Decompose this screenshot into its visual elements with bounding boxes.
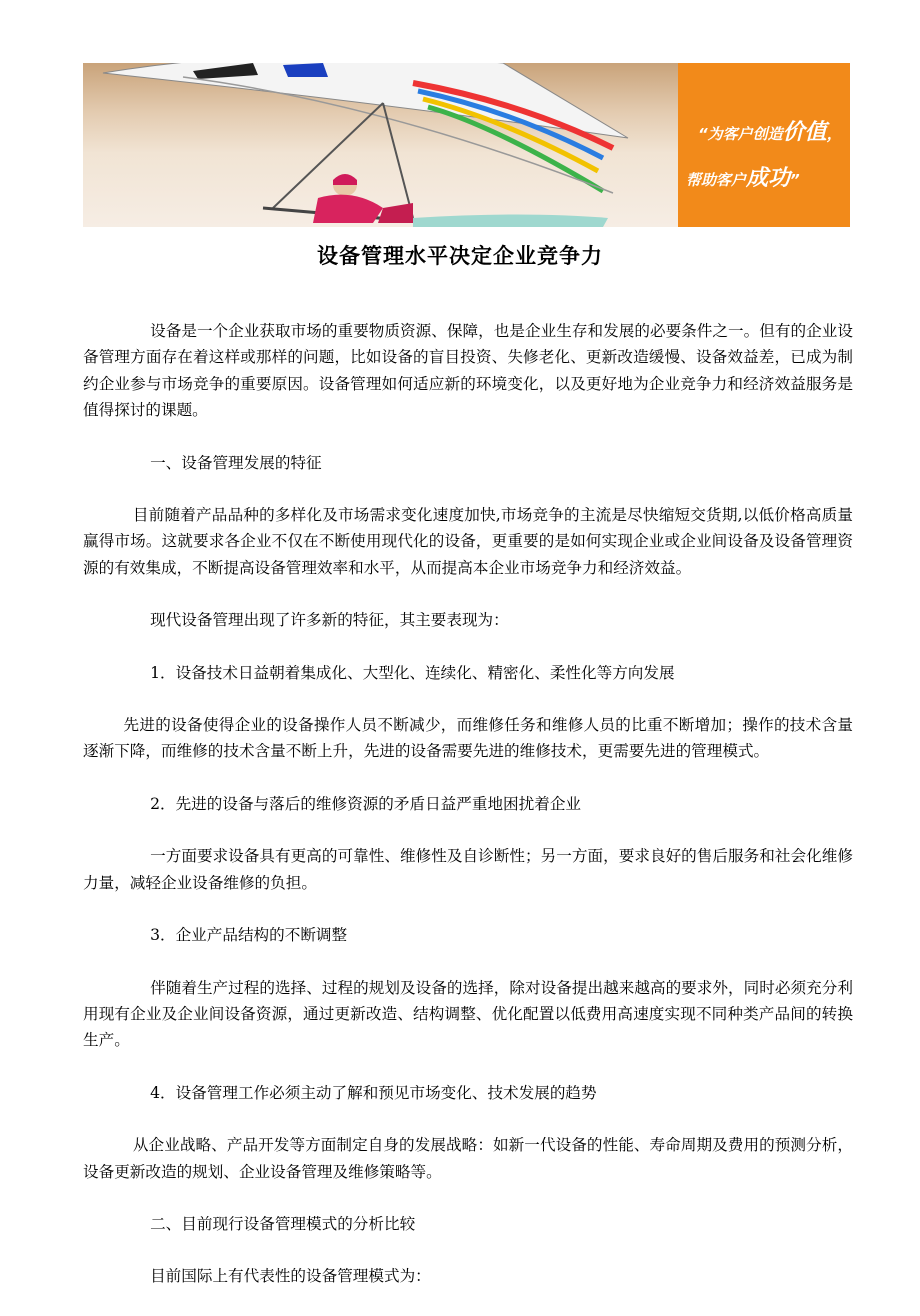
slogan-line-2 [686, 161, 800, 192]
subsection-heading: 2．先进的设备与落后的维修资源的矛盾日益严重地困扰着企业 [150, 794, 582, 813]
slogan-text: ” [790, 171, 800, 189]
slogan-panel [678, 63, 850, 227]
document-title: 设备管理水平决定企业竞争力 [317, 244, 603, 268]
header-banner [83, 63, 850, 227]
paragraph: 一方面要求设备具有更高的可靠性、维修性及自诊断性；另一方面，要求良好的售后服务和社会化维修力量，减轻企业设备维修的负担。 [83, 847, 853, 892]
slogan-text: “为客户创造 [698, 125, 783, 143]
subsection-heading: 3．企业产品结构的不断调整 [150, 926, 348, 945]
paragraph: 现代设备管理出现了许多新的特征，其主要表现为： [150, 611, 509, 630]
slogan-text: ， [826, 125, 842, 143]
subsection-heading: 4．设备管理工作必须主动了解和预见市场变化、技术发展的趋势 [150, 1083, 597, 1102]
slogan-emphasis: 价值 [782, 120, 827, 145]
document-body [83, 318, 853, 1316]
slogan-emphasis: 成功 [746, 166, 791, 191]
slogan-text: 帮助客户 [686, 171, 747, 189]
subsection-heading: 1．设备技术日益朝着集成化、大型化、连续化、精密化、柔性化等方向发展 [150, 663, 675, 682]
section-heading: 一、设备管理发展的特征 [150, 453, 322, 472]
hang-glider-photo [83, 63, 678, 227]
paragraph: 伴随着生产过程的选择、过程的规划及设备的选择，除对设备提出越来越高的要求外，同时必须充分利用现有企业及企业间设备资源，通过更新改造、结构调整、优化配置以低费用高速度实现不同种类产品间的转换生产。 [83, 978, 853, 1050]
section-heading: 二、目前现行设备管理模式的分析比较 [150, 1214, 416, 1233]
paragraph: 从企业战略、产品开发等方面制定自身的发展战略：如新一代设备的性能、寿命周期及费用的预测分析，设备更新改造的规划、企业设备管理及维修策略等。 [83, 1136, 853, 1181]
paragraph: 设备是一个企业获取市场的重要物质资源、保障，也是企业生存和发展的必要条件之一。但有的企业设备管理方面存在着这样或那样的问题，比如设备的盲目投资、失修老化、更新改造缓慢、设备效益差，已成为制约企业参与市场竞争的重要原因。设备管理如何适应新的环境变化，以及更好地为企业竞争力和经济效益服务是值得探讨的课题。 [83, 322, 853, 420]
slogan-line-1 [698, 115, 842, 146]
paragraph: 先进的设备使得企业的设备操作人员不断减少，而维修任务和维修人员的比重不断增加；操作的技术含量逐渐下降，而维修的技术含量不断上升，先进的设备需要先进的维修技术，更需要先进的管理模式。 [83, 716, 853, 761]
paragraph: 目前国际上有代表性的设备管理模式为： [150, 1267, 431, 1286]
paragraph: 目前随着产品品种的多样化及市场需求变化速度加快,市场竞争的主流是尽快缩短交货期,以低价格高质量赢得市场。这就要求各企业不仅在不断使用现代化的设备，更重要的是如何实现企业或企业间设备及设备管理资源的有效集成，不断提高设备管理效率和水平，从而提高本企业市场竞争力和经济效益。 [83, 506, 853, 577]
